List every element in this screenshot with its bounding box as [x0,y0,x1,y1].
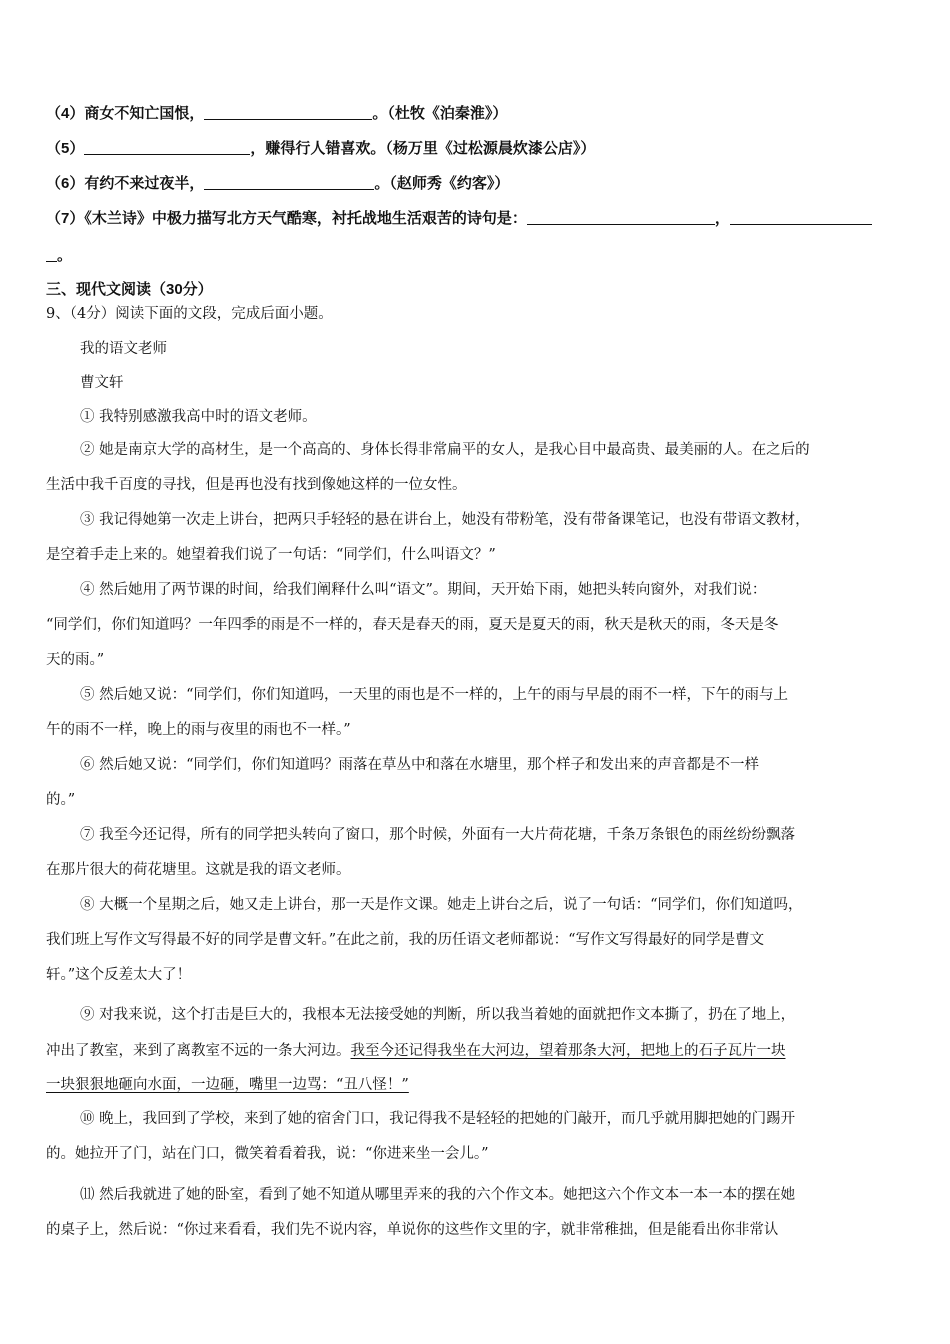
poetry-item-5-prefix: （5） [46,140,85,157]
paragraph-line: “同学们，你们知道吗？一年四季的雨是不一样的，春天是春天的雨，夏天是夏天的雨，秋天是秋天的雨，冬天是冬 [46,617,779,633]
paragraph-line: ⑥ 然后她又说：“同学们，你们知道吗？雨落在草丛中和落在水塘里，那个样子和发出来的声音都是不一样 [80,757,760,773]
poetry-item-4-suffix: 。（杜牧《泊秦淮》） [372,105,508,122]
paragraph-line: ⑧ 大概一个星期之后，她又走上讲台，那一天是作文课。她走上讲台之后，说了一句话：“同学们，你们知道吗， [80,897,803,913]
poetry-item-7-continuation [46,244,72,265]
poetry-item-6-prefix: （6）有约不来过夜半， [46,175,205,192]
answer-blank-7b-end[interactable] [46,247,57,262]
poetry-item-6-suffix: 。（赵师秀《约客》） [374,175,510,192]
question-prompt: 9、（4分）阅读下面的文段，完成后面小题。 [46,306,333,322]
section-heading: 三、现代文阅读（30分） [46,281,213,298]
paragraph-line: ① 我特别感激我高中时的语文老师。 [80,409,317,425]
poetry-item-5-suffix: ，赚得行人错喜欢。（杨万里《过松源晨炊漆公店》） [250,140,596,157]
poetry-item-4-prefix: （4）商女不知亡国恨， [46,105,205,122]
paragraph-line: 的。” [46,792,76,808]
underlined-sentence-continued: 一块狠狠地砸向水面，一边砸，嘴里一边骂：“丑八怪！” [46,1077,409,1093]
paragraph-line: 我们班上写作文写得最不好的同学是曹文轩。”在此之前，我的历任语文老师都说：“写作文写得最好的同学是曹文 [46,932,765,948]
paragraph-line: 在那片很大的荷花塘里。这就是我的语文老师。 [46,862,351,878]
answer-blank-4[interactable] [204,105,372,120]
paragraph-line: ② 她是南京大学的高材生，是一个高高的、身体长得非常扁平的女人，是我心目中最高贵、最美丽的人。在之后的 [80,442,810,458]
poetry-item-7-prefix: （7）《木兰诗》中极力描写北方天气酷寒，衬托战地生活艰苦的诗句是： [46,210,527,227]
paragraph-line: ⑩ 晚上，我回到了学校，来到了她的宿舍门口，我记得我不是轻轻的把她的门敲开，而几乎就用脚把她的门踢开 [80,1111,796,1127]
answer-blank-7a[interactable] [527,210,715,225]
paragraph-line: 午的雨不一样，晚上的雨与夜里的雨也不一样。” [46,722,351,738]
poetry-item-4 [46,102,507,123]
paragraph-line: ③ 我记得她第一次走上讲台，把两只手轻轻的悬在讲台上，她没有带粉笔，没有带备课笔记，也没有带语文教材， [80,512,810,528]
paragraph-line: ④ 然后她用了两节课的时间，给我们阐释什么叫“语文”。期间，天开始下雨，她把头转向窗外，对我们说： [80,582,767,598]
paragraph-line: 生活中我千百度的寻找，但是再也没有找到像她这样的一位女性。 [46,477,467,493]
answer-blank-7b[interactable] [730,210,872,225]
paragraph-line: 的桌子上，然后说：“你过来看看，我们先不说内容，单说你的这些作文里的字，就非常稚拙，但是能看出你非常认 [46,1222,779,1238]
answer-blank-6[interactable] [204,175,374,190]
poetry-item-7 [46,207,872,228]
paragraph-line: ⑨ 对我来说，这个打击是巨大的，我根本无法接受她的判断，所以我当着她的面就把作文本撕了，扔在了地上， [80,1007,796,1023]
poetry-item-6 [46,172,509,193]
poetry-item-5 [46,137,595,158]
paragraph-line: ⑦ 我至今还记得，所有的同学把头转向了窗口，那个时候，外面有一大片荷花塘，千条万条银色的雨丝纷纷飘落 [80,827,796,843]
paragraph-line: ⑾ 然后我就进了她的卧室，看到了她不知道从哪里弄来的我的六个作文本。她把这六个作文本一本一本的摆在她 [80,1187,796,1203]
article-author: 曹文轩 [80,375,124,391]
answer-blank-5[interactable] [84,140,250,155]
underlined-sentence: 我至今还记得我坐在大河边，望着那条大河，把地上的石子瓦片一块 [350,1043,786,1059]
paragraph-text: 冲出了教室，来到了离教室不远的一条大河边。 [46,1043,351,1059]
paragraph-line: 是空着手走上来的。她望着我们说了一句话：“同学们，什么叫语文？” [46,547,496,563]
paragraph-line: 轩。”这个反差太大了！ [46,967,192,983]
poetry-item-7-mid: ， [714,210,730,227]
paragraph-line [46,1039,786,1060]
poetry-item-7-end: 。 [57,247,73,264]
article-title: 我的语文老师 [80,341,167,357]
paragraph-line: ⑤ 然后她又说：“同学们，你们知道吗，一天里的雨也是不一样的，上午的雨与早晨的雨不一样，下午的雨与上 [80,687,789,703]
paragraph-line: 的。她拉开了门，站在门口，微笑着看着我，说：“你进来坐一会儿。” [46,1146,489,1162]
paragraph-line: 天的雨。” [46,652,105,668]
